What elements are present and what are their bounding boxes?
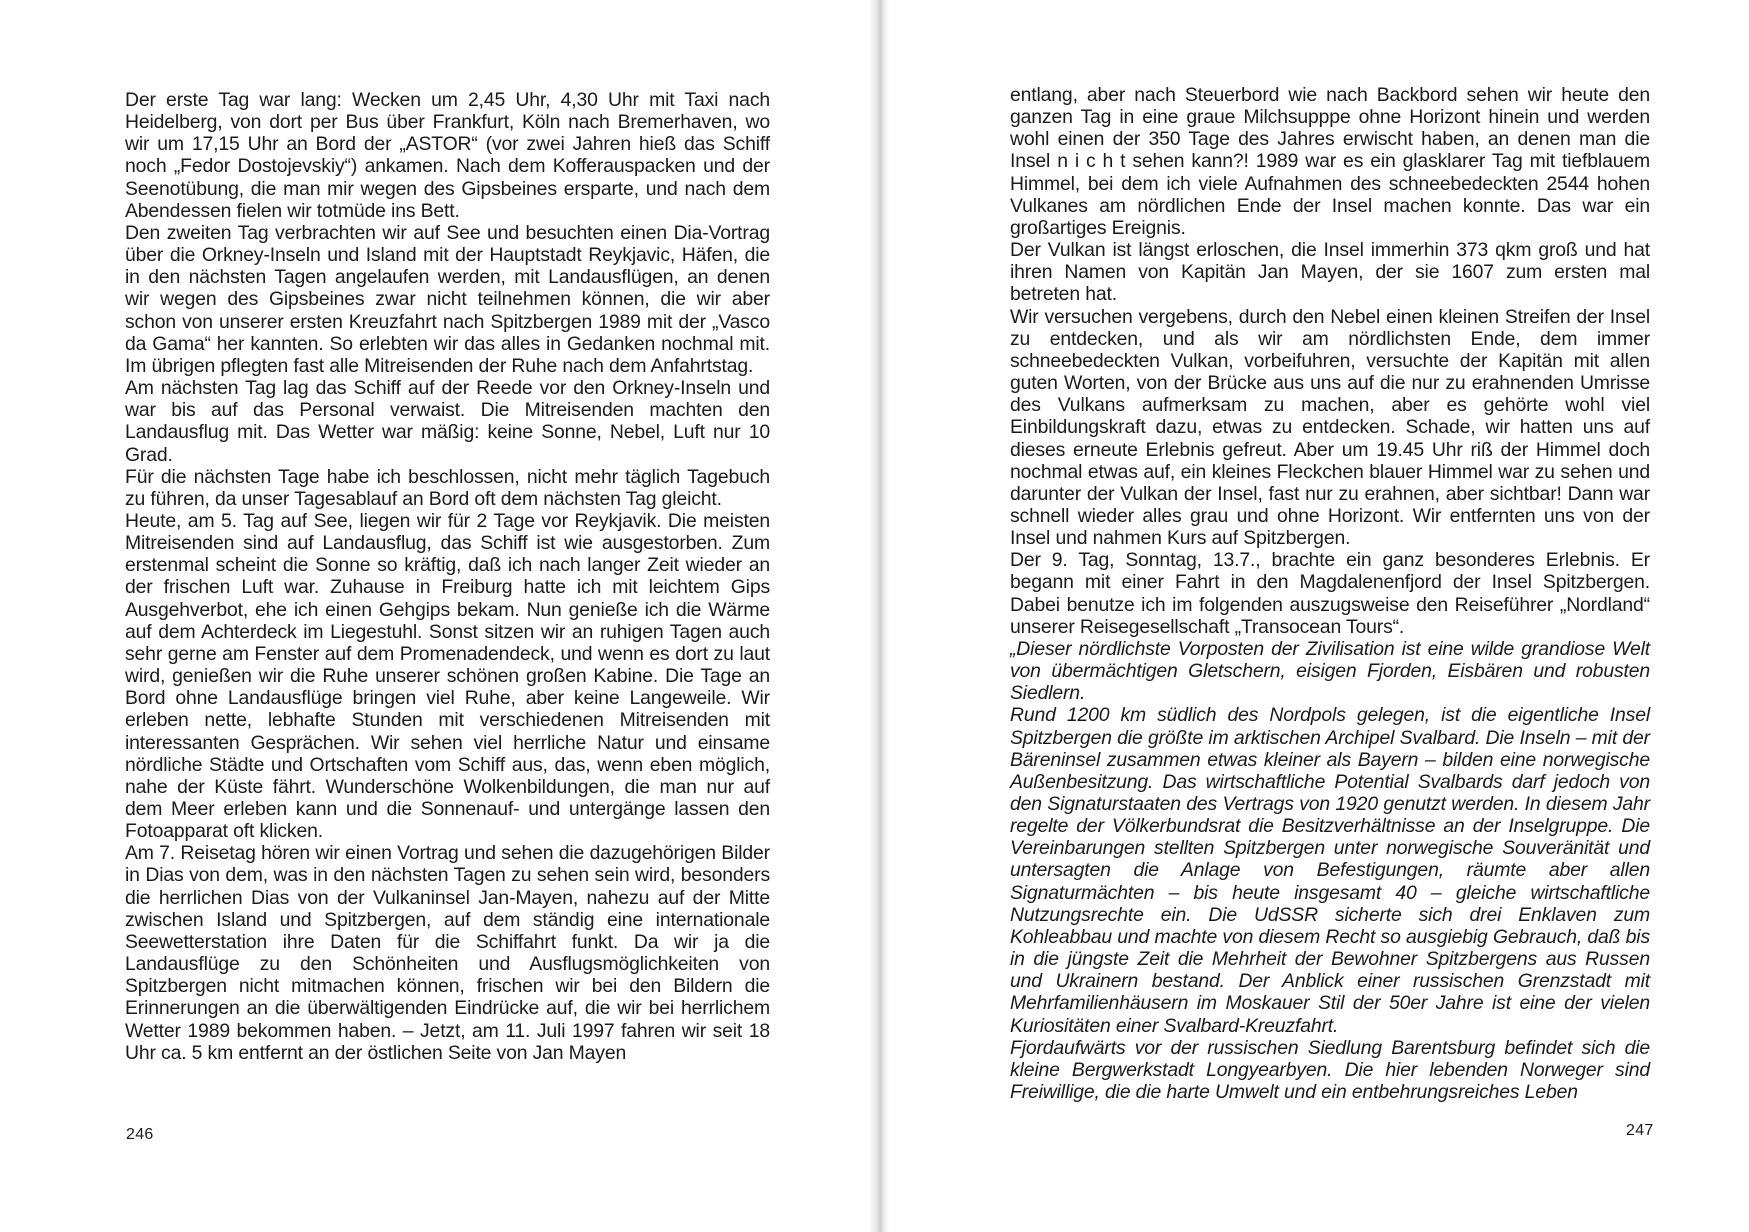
- paragraph: Am 7. Reisetag hören wir einen Vortrag und sehen die dazugehörigen Bilder in Dias von dem, was in den nächsten Tagen zu sehen sein wird, besonders die herrlichen Dias von der Vulkaninsel Jan-Mayen, nahezu auf der Mitte zwischen Island und Spitzbergen, auf dem ständig eine internationale Seewetterstation ihre Daten für die Schiffahrt funkt. Da wir ja die Landausflüge zu den Schönheiten und Ausflugsmöglichkeiten von Spitzbergen nicht mitmachen können, frischen wir bei den Bildern die Erinnerungen an die überwältigenden Eindrücke auf, die wir bei herrlichem Wetter 1989 bekommen haben. – Jetzt, am 11. Juli 1997 fahren wir seit 18 Uhr ca. 5 km entfernt an der östlichen Seite von Jan Mayen: [125, 842, 770, 1064]
- left-page: [0, 0, 868, 1232]
- right-page-text: [1010, 84, 1650, 1103]
- book-gutter: [868, 0, 890, 1232]
- paragraph: Am nächsten Tag lag das Schiff auf der Reede vor den Orkney-Inseln und war bis auf das Personal verwaist. Die Mitreisenden machten den Landausflug mit. Das Wetter war mäßig: keine Sonne, Nebel, Luft nur 10 Grad.: [125, 377, 770, 466]
- paragraph: Der 9. Tag, Sonntag, 13.7., brachte ein ganz besonderes Erlebnis. Er begann mit einer Fahrt in den Magdalenenfjord der Insel Spitzbergen. Dabei benutze ich im folgenden auszugsweise den Reiseführer „Nordland“ unserer Reisegesellschaft „Transocean Tours“.: [1010, 549, 1650, 638]
- paragraph: entlang, aber nach Steuerbord wie nach Backbord sehen wir heute den ganzen Tag in eine graue Milchsupppe ohne Horizont hinein und werden wohl einen der 350 Tage des Jahres erwischt haben, an denen man die Insel n i c h t sehen kann?! 1989 war es ein glasklarer Tag mit tiefblauem Himmel, bei dem ich viele Aufnahmen des schneebedeckten 2544 hohen Vulkanes am nördlichen Ende der Insel machen konnte. Das war ein großartiges Ereignis.: [1010, 84, 1650, 239]
- paragraph: Wir versuchen vergebens, durch den Nebel einen kleinen Streifen der Insel zu entdecken, und als wir am nördlichsten Ende, dem immer schneebedeckten Vulkan, vorbeifuhren, versuchte der Kapitän mit allen guten Worten, von der Brücke aus uns auf die nur zu erahnenden Umrisse des Vulkans aufmerksam zu machen, aber es gehörte wohl viel Einbildungskraft dazu, etwas zu entdecken. Schade, wir hatten uns auf dieses erneute Erlebnis gefreut. Aber um 19.45 Uhr riß der Himmel doch nochmal etwas auf, ein kleines Fleckchen blauer Himmel war zu sehen und darunter der Vulkan der Insel, fast nur zu erahnen, aber sichtbar! Dann war schnell wieder alles grau und ohne Horizont. Wir entfernten uns von der Insel und nahmen Kurs auf Spitzbergen.: [1010, 305, 1650, 550]
- page-number-left: 246: [126, 1126, 154, 1143]
- paragraph: Für die nächsten Tage habe ich beschlossen, nicht mehr täglich Tagebuch zu führen, da unser Tagesablauf an Bord oft dem nächsten Tag gleicht.: [125, 465, 770, 510]
- quote-paragraph: Fjordaufwärts vor der russischen Siedlung Barentsburg befindet sich die kleine Bergwerkstadt Longyearbyen. Die hier lebenden Norweger sind Freiwillige, die die harte Umwelt und ein entbehrungsreiches Leben: [1010, 1036, 1650, 1104]
- quote-paragraph: Rund 1200 km südlich des Nordpols gelegen, ist die eigentliche Insel Spitzbergen die größte im arktischen Archipel Svalbard. Die Inseln – mit der Bäreninsel zusammen etwas kleiner als Bayern – bilden eine norwegische Außenbesitzung. Das wirtschaftliche Potential Svalbards darf jedoch von den Signaturstaaten des Vertrags von 1920 genutzt werden. In diesem Jahr regelte der Völkerbundsrat die Besitzverhältnisse an der Inselgruppe. Die Vereinbarungen stellten Spitzbergen unter norwegische Souveränität und untersagten die Anlage von Befestigungen, räumte aber allen Signaturmächten – bis heute insgesamt 40 – gleiche wirtschaftliche Nutzungsrechte ein. Die UdSSR sicherte sich drei Enklaven zum Kohleabbau und machte von diesem Recht so ausgiebig Gebrauch, daß bis in die jüngste Zeit die Mehrheit der Bewohner Spitzbergens aus Russen und Ukrainern bestand. Der Anblick einer russischen Grenzstadt mit Mehrfamilienhäusern im Moskauer Stil der 50er Jahre ist eine der vielen Kuriositäten einer Svalbard-Kreuzfahrt.: [1010, 704, 1650, 1037]
- paragraph: Heute, am 5. Tag auf See, liegen wir für 2 Tage vor Reykjavik. Die meisten Mitreisenden sind auf Landausflug, das Schiff ist wie ausgestorben. Zum erstenmal scheint die Sonne so kräftig, daß ich nach langer Zeit wieder an der frischen Luft war. Zuhause in Freiburg hatte ich mit leichtem Gips Ausgehverbot, ehe ich einen Gehgips bekam. Nun genieße ich die Wärme auf dem Achterdeck im Liegestuhl. Sonst sitzen wir an ruhigen Tagen auch sehr gerne am Fenster auf dem Promenadendeck, und wenn es dort zu laut wird, genießen wir die Ruhe unserer schönen großen Kabine. Die Tage an Bord ohne Landausflüge bringen viel Ruhe, aber keine Langeweile. Wir erleben nette, lebhafte Stunden mit verschiedenen Mitreisenden mit interessanten Gesprächen. Wir sehen viel herrliche Natur und einsame nördliche Städte und Ortschaften vom Schiff aus, das, wenn eben möglich, nahe der Küste fährt. Wunderschöne Wolkenbildungen, die man nur auf dem Meer erleben kann und die Sonnenauf- und untergänge lassen den Fotoapparat oft klicken.: [125, 509, 770, 843]
- page-number-right: 247: [1626, 1122, 1654, 1139]
- left-page-text: [125, 89, 770, 1064]
- paragraph: Der Vulkan ist längst erloschen, die Insel immerhin 373 qkm groß und hat ihren Namen von Kapitän Jan Mayen, der sie 1607 zum ersten mal betreten hat.: [1010, 239, 1650, 306]
- paragraph: Den zweiten Tag verbrachten wir auf See und besuchten einen Dia-Vortrag über die Orkney-Inseln und Island mit der Hauptstadt Reykjavic, Häfen, die in den nächsten Tagen angelaufen werden, mit Landausflügen, an denen wir wegen des Gipsbeines zwar nicht teilnehmen können, die wir aber schon von unserer ersten Kreuzfahrt nach Spitzbergen 1989 mit der „Vasco da Gama“ her kannten. So erlebten wir das alles in Gedanken nochmal mit. Im übrigen pflegten fast alle Mitreisenden der Ruhe nach dem Anfahrtstag.: [125, 221, 770, 377]
- quote-paragraph: „Dieser nördlichste Vorposten der Zivilisation ist eine wilde grandiose Welt von übermächtigen Gletschern, eisigen Fjorden, Eisbären und robusten Siedlern.: [1010, 637, 1650, 705]
- right-page: [890, 0, 1749, 1232]
- paragraph: Der erste Tag war lang: Wecken um 2,45 Uhr, 4,30 Uhr mit Taxi nach Heidelberg, von dort per Bus über Frankfurt, Köln nach Bremerhaven, wo wir um 17,15 Uhr an Bord der „ASTOR“ (vor zwei Jahren hieß das Schiff noch „Fedor Dostojevskiy“) ankamen. Nach dem Kofferauspacken und der Seenotübung, die man mir wegen des Gipsbeines ersparte, und nach dem Abendessen fielen wir totmüde ins Bett.: [125, 89, 770, 222]
